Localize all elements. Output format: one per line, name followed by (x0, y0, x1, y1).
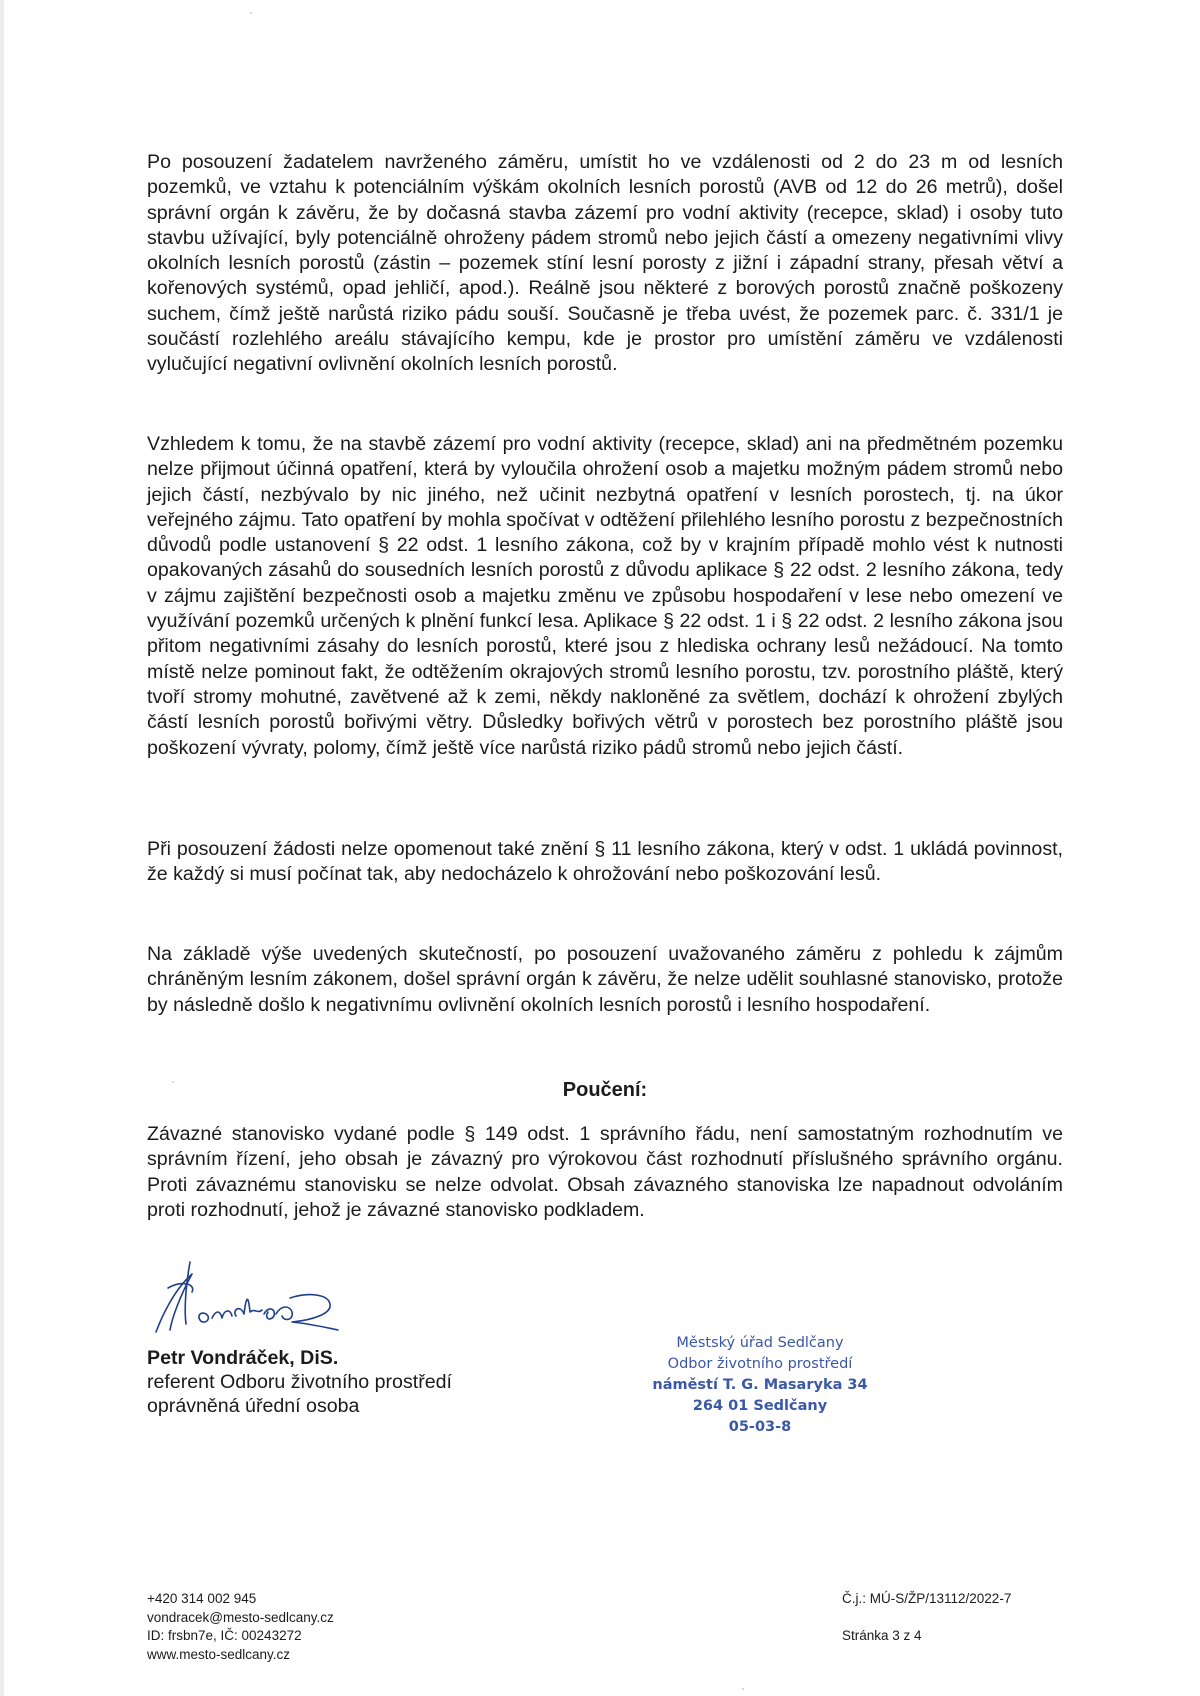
footer-ids: ID: frsbn7e, IČ: 00243272 (147, 1628, 302, 1643)
page-number: Stránka 3 z 4 (842, 1627, 922, 1643)
scan-page-edge (0, 0, 4, 1696)
footer-email: vondracek@mesto-sedlcany.cz (147, 1609, 334, 1625)
stamp-street: náměstí T. G. Masaryka 34 (652, 1377, 868, 1393)
paragraph-assessment: Po posouzení žadatelem navrženého záměru, umístit ho ve vzdálenosti od 2 do 23 m od lesních pozemků, ve vztahu k potenciálním výškám okolních lesních porostů (AVB od 12 do 26 metrů), došel správní orgán k závěru, že by dočasná stavba zázemí pro vodní aktivity (recepce, sklad) i osoby tuto stavbu užívající, byly potenciálně ohroženy pádem stromů nebo jejich částí a omezeny negativními vlivy okolních lesních porostů (zástin – pozemek stíní lesní porosty z jižní i západní strany, přesah větví a kořenových systémů, opad jehličí, apod.). Reálně jsou některé z borových porostů značně poškozeny suchem, čímž ještě narůstá riziko pádu souší. Současně je třeba uvést, že pozemek parc. č. 331/1 je součástí rozlehlého areálu stávajícího kempu, kde je prostor pro umístění záměru ve vzdálenosti vylučující negativní ovlivnění okolních lesních porostů. (147, 151, 1063, 376)
scan-speck (250, 12, 252, 14)
scan-speck (742, 1688, 744, 1690)
signer-block (147, 1346, 452, 1418)
stamp-department: Odbor životního prostředí (667, 1356, 853, 1372)
paragraph-instruction: Závazné stanovisko vydané podle § 149 odst. 1 správního řádu, není samostatným rozhodnutím ve správním řízení, jeho obsah je závazný pro výrokovou část rozhodnutí příslušného správního orgánu. Proti závaznému stanovisku se nelze odvolat. Obsah závazného stanoviska lze napadnout odvoláním proti rozhodnutí, jehož je závazné stanovisko podkladem. (147, 1123, 1063, 1221)
paragraph-forest-act: Při posouzení žádosti nelze opomenout také znění § 11 lesního zákona, který v odst. 1 ukládá povinnost, že každý si musí počínat tak, aby nedocházelo k ohrožování nebo poškozování lesů. (147, 838, 1063, 886)
paragraph-measures: Vzhledem k tomu, že na stavbě zázemí pro vodní aktivity (recepce, sklad) ani na předmětném pozemku nelze přijmout účinná opatření, která by vyloučila ohrožení osob a majetku možným pádem stromů nebo jejich částí, nezbývalo by nic jiného, než učinit nezbytná opatření v lesních porostech, tj. na úkor veřejného zájmu. Tato opatření by mohla spočívat v odtěžení přilehlého lesního porostu z bezpečnostních důvodů podle ustanovení § 22 odst. 1 lesního zákona, což by v krajním případě mohlo vést k nutnosti opakovaných zásahů do sousedních lesních porostů z důvodu aplikace § 22 odst. 2 lesního zákona, tedy v zájmu zajištění bezpečnosti osob a majetku změnu ve způsobu hospodaření v lese nebo omezení ve využívání pozemků určených k plnění funkcí lesa. Aplikace § 22 odst. 1 i § 22 odst. 2 lesního zákona jsou přitom negativními zásahy do lesních porostů, které jsou z hlediska ochrany lesů nežádoucí. Na tomto místě nelze pominout fakt, že odtěžením okrajových stromů lesního porostu, tzv. porostního pláště, který tvoří stromy mohutné, zavětvené až k zemi, někdy nakloněné za světlem, dochází k ohrožení zbylých částí lesních porostů bořivými větry. Důsledky bořivých větrů v porostech bez porostního pláště jsou poškození vývraty, polomy, čímž ještě více narůstá riziko pádů stromů nebo jejich částí. (147, 433, 1063, 759)
stamp-city: 264 01 Sedlčany (692, 1398, 828, 1414)
office-stamp (640, 1333, 880, 1438)
signer-name: Petr Vondráček, DiS. (147, 1347, 339, 1369)
signer-role: referent Odboru životního prostředí (147, 1371, 452, 1393)
signer-authority: oprávněná úřední osoba (147, 1395, 360, 1417)
footer-reference (842, 1590, 1011, 1645)
instruction-heading: Poučení: (562, 1079, 648, 1101)
paragraph-conclusion: Na základě výše uvedených skutečností, po posouzení uvažovaného záměru z pohledu k zájmům chráněným lesním zákonem, došel správní orgán k závěru, že nelze udělit souhlasné stanovisko, protože by následně došlo k negativnímu ovlivnění okolních lesních porostů i lesního hospodaření. (147, 943, 1063, 1016)
reference-number: Č.j.: MÚ-S/ŽP/13112/2022-7 (842, 1591, 1012, 1606)
stamp-code: 05-03-8 (728, 1419, 792, 1435)
stamp-office: Městský úřad Sedlčany (676, 1335, 844, 1351)
footer-phone: +420 314 002 945 (147, 1591, 257, 1606)
footer-contact (147, 1590, 334, 1664)
footer-web: www.mesto-sedlcany.cz (147, 1646, 291, 1662)
handwritten-signature (152, 1258, 352, 1338)
